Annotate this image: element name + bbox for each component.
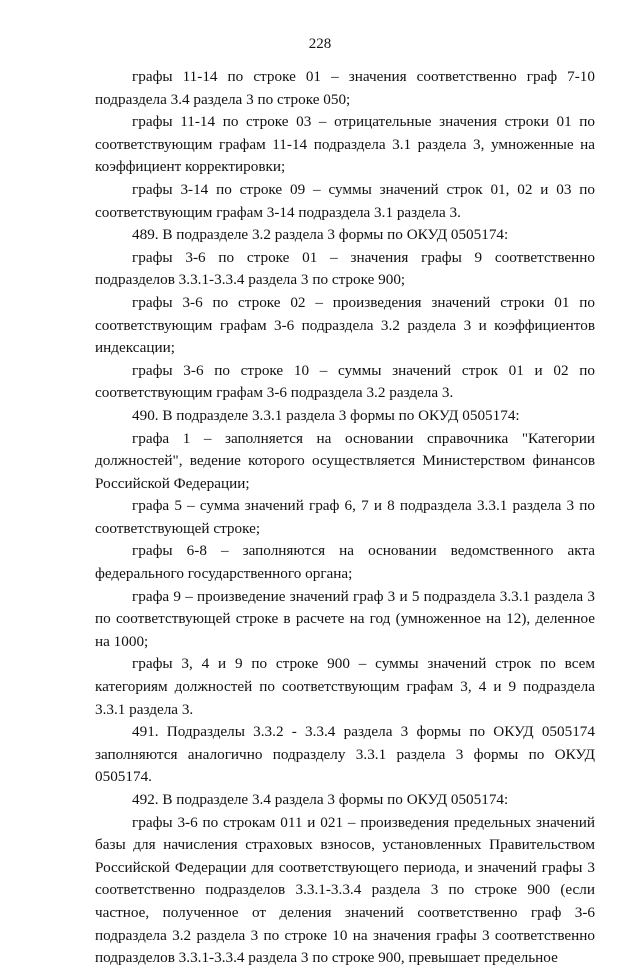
page-number: 228 — [308, 36, 332, 52]
paragraph: графа 5 – сумма значений граф 6, 7 и 8 подраздела 3.3.1 раздела 3 по соответствующей строке; — [95, 497, 595, 537]
section-heading-490: 490. В подразделе 3.3.1 раздела 3 формы по ОКУД 0505174: — [132, 406, 520, 424]
paragraph: графа 1 – заполняется на основании справочника "Категории должностей", ведение которого осуществляется Министерством финансов Российской Федерации; — [95, 429, 595, 492]
section-heading-489: 489. В подразделе 3.2 раздела 3 формы по ОКУД 0505174: — [132, 226, 509, 244]
paragraph: графы 3-6 по строке 10 – суммы значений строк 01 и 02 по соответствующим графам 3-6 подраздела 3.2 раздела 3. — [95, 361, 595, 402]
paragraph: графы 3-6 по строке 01 – значения графы 9 соответственно подразделов 3.3.1-3.3.4 раздела 3 по строке 900; — [95, 248, 595, 289]
paragraph: графы 3-14 по строке 09 – суммы значений строк 01, 02 и 03 по соответствующим графам 3-14 подраздела 3.1 раздела 3. — [95, 180, 595, 221]
paragraph: графа 9 – произведение значений граф 3 и 5 подраздела 3.3.1 раздела 3 по соответствующей строке в расчете на год (умноженное на 12), деленное на 1000; — [95, 587, 595, 650]
section-heading-492: 492. В подразделе 3.4 раздела 3 формы по ОКУД 0505174: — [132, 791, 509, 808]
paragraph: графы 6-8 – заполняются на основании ведомственного акта федерального государственного органа; — [95, 542, 595, 583]
section-paragraph-491: 491. Подразделы 3.3.2 - 3.3.4 раздела 3 формы по ОКУД 0505174 заполняются аналогично подразделу 3.3.1 раздела 3 формы по ОКУД 0505174. — [95, 723, 595, 786]
paragraph: графы 3-6 по строкам 011 и 021 – произведения предельных значений базы для начисления страховых взносов, установленных Правительством Российской Федерации для соответствующего периода, и значений графы 3 соответственно подразделов 3.3.1-3.3.4 раздела 3 по строке 900 (если частное, полученное от деления значений соответственно граф 3-6 подраздела 3.2 раздела 3 по строке 10 на значения графы 3 соответственно подразделов 3.3.1-3.3.4 раздела 3 по строке 900, превышает предельное — [95, 813, 595, 967]
document-body — [95, 66, 595, 970]
paragraph: графы 3-6 по строке 02 – произведения значений строки 01 по соответствующим графам 3-6 подраздела 3.2 раздела 3 и коэффициентов индексации; — [95, 293, 595, 357]
paragraph: графы 11-14 по строке 03 – отрицательные значения строки 01 по соответствующим графам 11-14 подраздела 3.1 раздела 3, умноженные на коэффициент корректировки; — [95, 113, 595, 176]
paragraph: графы 3, 4 и 9 по строке 900 – суммы значений строк по всем категориям должностей по соответствующим графам 3, 4 и 9 подраздела 3.3.1 раздела 3. — [95, 655, 595, 718]
paragraph: графы 11-14 по строке 01 – значения соответственно граф 7-10 подраздела 3.4 раздела 3 по строке 050; — [95, 68, 595, 108]
